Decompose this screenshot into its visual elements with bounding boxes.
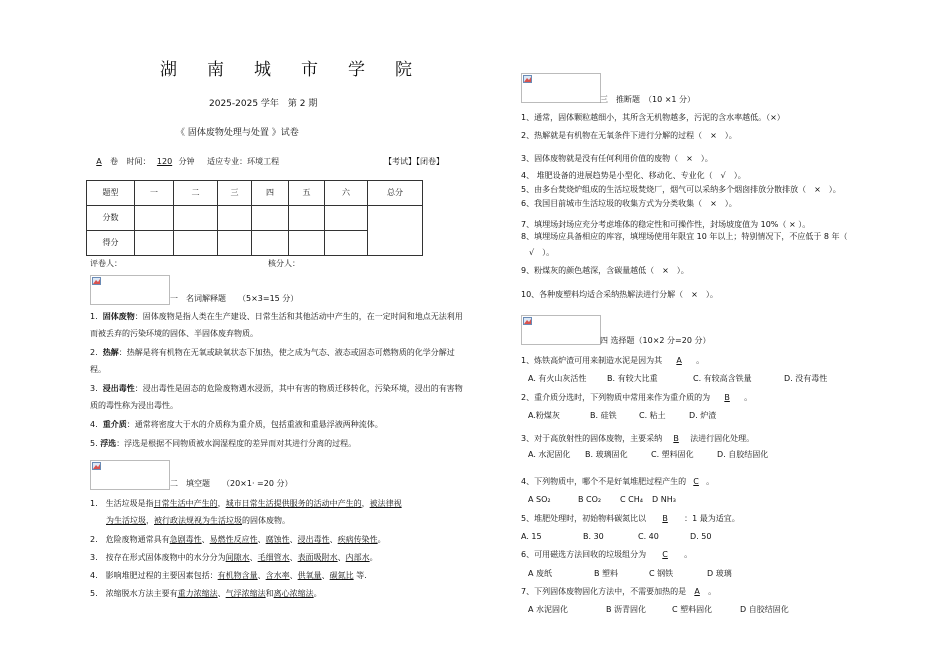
item-number: 1. — [90, 312, 98, 321]
judge-item: 8、填埋场应具备相应的库容，填埋场使用年限宜 10 年以上；特别情况下，不应低于 8 年（ — [521, 232, 848, 241]
judge-item: 5、由多台焚烧炉组成的生活垃圾焚烧厂，烟气可以采纳多个烟囱排放分散排放（ × ）。 — [521, 185, 841, 194]
score-cell[interactable] — [252, 231, 289, 256]
option: C CH₄ — [620, 495, 643, 504]
q-text: 5、堆肥处理时，初始物料碳氮比以 — [521, 514, 647, 523]
section1-item — [90, 344, 465, 378]
fill-question-4 — [90, 571, 367, 581]
section2-title: 二 填空题 （20×1· =20 分） — [170, 479, 293, 488]
answer-blank: 浸出毒性 — [297, 535, 330, 544]
score-header: 总分 — [368, 181, 423, 206]
exam-type: 【考试】【闭卷】 — [384, 157, 444, 166]
score-box[interactable] — [521, 315, 601, 345]
term: 热解 — [102, 348, 119, 357]
score-row — [87, 206, 423, 231]
q-text: 和 — [265, 589, 274, 598]
score-header: 二 — [174, 181, 218, 206]
section4-title: 四 选择题（10×2 分=20 分） — [600, 336, 711, 345]
definition: ：通常将密度大于水的介质称为重介质，包括重液和重悬浮液两种流体。 — [126, 420, 383, 429]
option: B. 玻璃固化 — [585, 450, 628, 459]
option: D NH₃ — [652, 495, 676, 504]
definition: ：热解是将有机物在无氧或缺氧状态下加热，使之成为气态、液态或固态可燃物质的化学分解过程。 — [90, 348, 455, 374]
option: C. 粘土 — [639, 411, 666, 420]
answer-blank: C — [693, 477, 699, 486]
answer-blank: 含水率 — [265, 571, 290, 580]
option: C 钢铁 — [649, 569, 674, 578]
option: C 塑料固化 — [672, 605, 713, 614]
q-text: 1. 生活垃圾是指 — [90, 499, 154, 508]
q-text: ， — [146, 516, 154, 525]
choice-options-7 — [528, 605, 789, 615]
fill-question-2 — [90, 535, 386, 545]
answer-blank: 日常生活中产生的 — [153, 499, 218, 508]
option: C. 有较高含铁量 — [693, 374, 752, 383]
answer-blank: 城市日常生活提供服务的活动中产生的 — [225, 499, 362, 508]
answer-blank: B — [724, 393, 730, 402]
score-row-label: 分数 — [87, 206, 135, 231]
term: 重介质 — [102, 420, 127, 429]
option: D. 没有毒性 — [784, 374, 828, 383]
q-text: 、 — [217, 589, 226, 598]
q-text: 、 — [257, 535, 266, 544]
answer-blank: B — [673, 434, 679, 443]
score-header: 一 — [135, 181, 174, 206]
time-value: 120 — [156, 157, 173, 166]
fill-question-1 — [90, 499, 402, 509]
q-text: ， — [361, 499, 370, 508]
paper-type: A — [96, 157, 102, 166]
score-header: 四 — [252, 181, 289, 206]
choice-question-2 — [521, 393, 752, 403]
option: A.粉煤灰 — [528, 411, 560, 420]
term: 浸出毒性 — [102, 384, 135, 393]
time-label: 时间： — [126, 157, 151, 166]
q-text: 。 — [706, 477, 715, 486]
option: A 水泥固化 — [528, 605, 569, 614]
image-icon — [92, 462, 101, 470]
school-name — [160, 60, 442, 80]
option: C. 40 — [638, 532, 659, 541]
score-row-label: 得分 — [87, 231, 135, 256]
score-cell[interactable] — [174, 231, 218, 256]
option: C. 塑料固化 — [651, 450, 694, 459]
score-cell[interactable] — [289, 206, 325, 231]
term: 固体废物 — [102, 312, 135, 321]
choice-question-3 — [521, 434, 754, 444]
answer-blank: 有机物含量 — [217, 571, 258, 580]
q-text: 。 — [377, 535, 386, 544]
q-text: 、 — [249, 553, 258, 562]
section1-item — [90, 308, 465, 342]
q-text: 、 — [257, 571, 266, 580]
section3-title: 三 推断题 （10 ×1 分） — [600, 95, 696, 104]
term: 浮选 — [100, 439, 117, 448]
q-text: 、 — [337, 553, 346, 562]
exam-info-row — [88, 157, 279, 167]
image-icon — [523, 75, 532, 83]
fill-question-3 — [90, 553, 378, 563]
answer-blank: 腐蚀性 — [265, 535, 290, 544]
choice-options-1 — [528, 374, 827, 384]
fill-question-5 — [90, 589, 322, 599]
q-text: 、 — [321, 571, 330, 580]
option: A. 水泥固化 — [528, 450, 571, 459]
q-text: 7、下列固体废物固化方法中，不需要加热的是 — [521, 587, 687, 596]
judge-item: 3、固体废物就是没有任何利用价值的废物（ × ）。 — [521, 154, 713, 163]
judge-item: 1、通常，固体颗粒越细小，其所含无机物越多，污泥的含水率越低。（×） — [521, 113, 785, 122]
answer-blank: 被法律视 — [369, 499, 402, 508]
q-text: 。 — [684, 550, 693, 559]
judge-item: 6、我国目前城市生活垃圾的收集方式为分类收集（ × ）。 — [521, 199, 737, 208]
answer-blank: 内部水 — [345, 553, 370, 562]
option: B CO₂ — [578, 495, 602, 504]
score-box[interactable] — [521, 73, 601, 103]
choice-options-4 — [528, 495, 676, 505]
q-text: 2. 危险废物通常具有 — [90, 535, 170, 544]
school-char: 城 — [254, 60, 271, 80]
q-text: 。 — [369, 553, 378, 562]
definition: ：浮选是根据不同物质被水润湿程度的差异而对其进行分离的过程。 — [116, 439, 357, 448]
option: D. 炉渣 — [689, 411, 717, 420]
item-number: 4. — [90, 420, 98, 429]
judge-item: 4、 堆肥设备的进展趋势是小型化、移动化、专业化（ √ ）。 — [521, 171, 746, 180]
school-char: 学 — [348, 60, 365, 80]
paper-suffix: 卷 — [110, 157, 118, 166]
choice-question-7 — [521, 587, 716, 597]
choice-options-2 — [528, 411, 716, 421]
score-cell[interactable] — [174, 206, 218, 231]
answer-blank: 供氧量 — [297, 571, 322, 580]
q-text: ：1 最为适宜。 — [684, 514, 740, 523]
q-text: 。 — [708, 587, 717, 596]
q-text: 、 — [329, 535, 338, 544]
q-text: 3、对于高放射性的固体废物，主要采纳 — [521, 434, 663, 443]
q-text: 4. 影响堆肥过程的主要因素包括： — [90, 571, 218, 580]
section1-item — [90, 435, 465, 452]
option: A. 有火山灰活性 — [528, 374, 587, 383]
item-number: 5. — [90, 439, 98, 448]
answer-blank: 为生活垃圾 — [106, 516, 146, 525]
score-cell[interactable] — [325, 231, 368, 256]
choice-question-4 — [521, 477, 714, 487]
checker-label: 核分人： — [268, 259, 300, 268]
score-header: 三 — [218, 181, 252, 206]
choice-question-6 — [521, 550, 692, 560]
grader-label: 评卷人： — [90, 259, 122, 268]
q-text: 法进行固化处理。 — [690, 434, 755, 443]
item-number: 3. — [90, 384, 98, 393]
option: D. 自胶结固化 — [717, 450, 769, 459]
option: D. 50 — [690, 532, 712, 541]
score-cell[interactable] — [218, 206, 252, 231]
answer-blank: A — [676, 356, 682, 365]
definition: ：浸出毒性是固态的危险废物遇水浸沥，其中有害的物质迁移转化，污染环境，浸出的有害物质的毒性称为浸出毒性。 — [90, 384, 463, 410]
choice-question-5 — [521, 514, 740, 524]
judge-item: 9、粉煤灰的颜色越深，含碳量越低（ × ）。 — [521, 266, 689, 275]
q-text: 5. 浓缩脱水方法主要有 — [90, 589, 178, 598]
option: B. 硅铁 — [590, 411, 617, 420]
answer-blank: 表面吸附水 — [297, 553, 338, 562]
option: A SO₂ — [528, 495, 551, 504]
q-text: 、 — [201, 535, 210, 544]
q-text: 。 — [696, 356, 705, 365]
judge-item-cont: √ ）。 — [521, 248, 555, 257]
answer-blank: 离心浓缩法 — [273, 589, 314, 598]
score-header: 六 — [325, 181, 368, 206]
image-icon — [523, 317, 532, 325]
judge-item: 7、填埋场封场应充分考虑堆体的稳定性和可操作性，封场坡度值为 10%（ × ）。 — [521, 220, 811, 229]
option: D 玻璃 — [707, 569, 732, 578]
option: B 沥青固化 — [606, 605, 647, 614]
option: A. 15 — [521, 532, 542, 541]
school-char: 市 — [301, 60, 318, 80]
item-number: 2. — [90, 348, 98, 357]
q-text: 4、下列物质中，哪个不是好氧堆肥过程产生的 — [521, 477, 687, 486]
q-text: 、 — [289, 553, 298, 562]
section1-item — [90, 380, 465, 414]
answer-blank: 毛细管水 — [257, 553, 290, 562]
q-text: 、 — [289, 535, 298, 544]
answer-blank: 急剧毒性 — [169, 535, 202, 544]
course-title: 《 固体废物处理与处置 》试卷 — [176, 128, 299, 138]
q-text: 3. 按存在形式固体废物中的水分分为 — [90, 553, 226, 562]
academic-year: 2025-2025 学年 第 2 期 — [209, 99, 318, 109]
q-text: 、 — [289, 571, 298, 580]
answer-blank: 间隙水 — [225, 553, 250, 562]
score-table — [86, 180, 423, 256]
q-text: 2、重介质分选时，下列物质中常用来作为重介质的为 — [521, 393, 711, 402]
fill-question-1-cont — [106, 516, 290, 526]
option: D 自胶结固化 — [740, 605, 789, 614]
q-text: 。 — [313, 589, 322, 598]
q-text: 等. — [353, 571, 367, 580]
school-char: 南 — [207, 60, 224, 80]
score-box[interactable] — [90, 460, 170, 490]
q-text: 的固体废物。 — [242, 516, 290, 525]
score-cell[interactable] — [135, 206, 174, 231]
answer-blank: 重力浓缩法 — [177, 589, 218, 598]
answer-blank: 疾病传染性 — [337, 535, 378, 544]
judge-item: 2、热解就是有机物在无氧条件下进行分解的过程（ × ）。 — [521, 131, 737, 140]
score-header-row — [87, 181, 423, 206]
major-value: 环境工程 — [247, 157, 280, 166]
time-unit: 分钟 — [178, 157, 195, 166]
answer-blank: B — [662, 514, 668, 523]
score-cell[interactable] — [218, 231, 252, 256]
section1-item — [90, 416, 465, 433]
q-text: 。 — [744, 393, 753, 402]
option: B. 30 — [583, 532, 604, 541]
judge-item: 10、各种废塑料均适合采纳热解法进行分解（ × ）。 — [521, 290, 718, 299]
answer-blank: A — [694, 587, 700, 596]
option: A 废纸 — [528, 569, 553, 578]
q-text: 1、炼铁高炉渣可用来制造水泥是因为其 — [521, 356, 663, 365]
definition: ：固体废物是指人类在生产建设、日常生活和其他活动中产生的，在一定时间和地点无法利用而被丢弃的污染环境的固体、半固体废弃物质。 — [90, 312, 463, 338]
score-cell[interactable] — [252, 206, 289, 231]
answer-blank: 易燃性反应性 — [209, 535, 258, 544]
major-label: 适应专业： — [207, 157, 248, 166]
score-box[interactable] — [90, 275, 170, 305]
choice-options-5 — [521, 532, 711, 542]
answer-blank: 气浮浓缩法 — [225, 589, 266, 598]
choice-options-3 — [528, 450, 768, 460]
q-text: ， — [217, 499, 226, 508]
score-header: 五 — [289, 181, 325, 206]
q-text: 6、可用磁选方法回收的垃圾组分为 — [521, 550, 647, 559]
choice-options-6 — [528, 569, 732, 579]
score-cell[interactable] — [289, 231, 325, 256]
score-header: 题型 — [87, 181, 135, 206]
score-cell[interactable] — [135, 231, 174, 256]
answer-blank: 碳氮比 — [329, 571, 354, 580]
school-char: 湖 — [160, 60, 177, 80]
answer-blank: C — [662, 550, 668, 559]
score-cell[interactable] — [325, 206, 368, 231]
school-char: 院 — [395, 60, 412, 80]
image-icon — [92, 277, 101, 285]
option: B 塑料 — [594, 569, 619, 578]
option: B. 有较大比重 — [607, 374, 658, 383]
choice-question-1 — [521, 356, 704, 366]
section1-title: 一 名词解释题 （5×3=15 分） — [170, 294, 299, 303]
total-score-cell[interactable] — [368, 206, 423, 256]
answer-blank: 被行政法规视为生活垃圾 — [154, 516, 242, 525]
